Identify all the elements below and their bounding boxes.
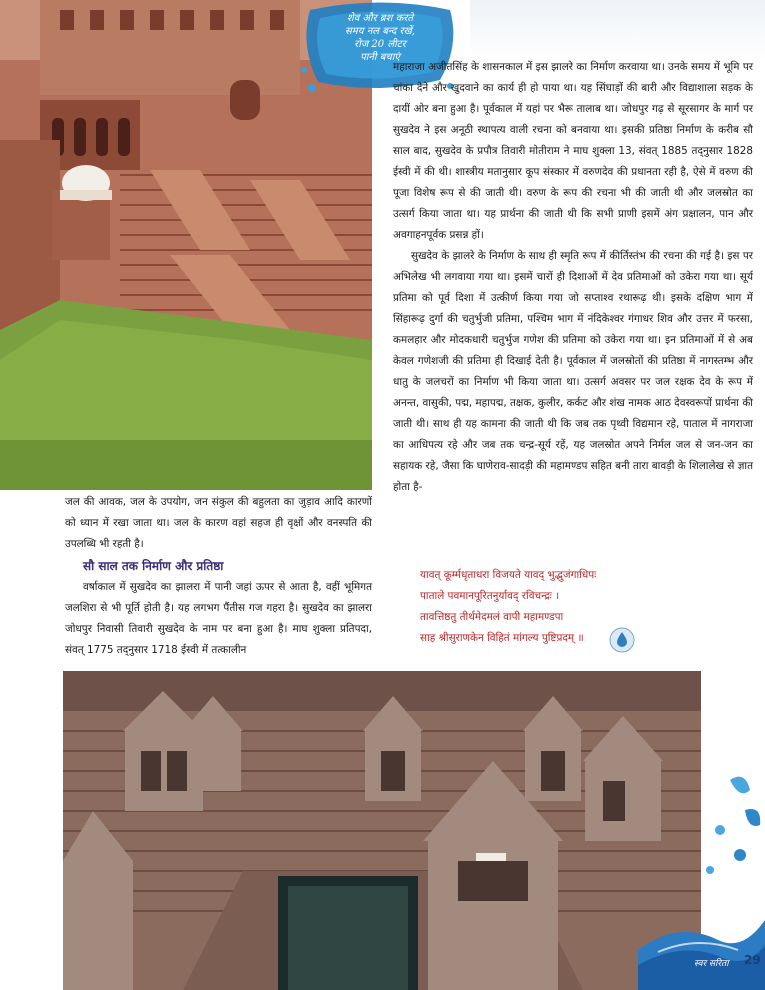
verse-line: पाताले पवमानपूरितनुर्यावद् रविचन्द्रः । bbox=[420, 590, 560, 602]
header-tint bbox=[470, 0, 765, 60]
verse-line: साह श्रीसुराणकेन विहितं मांगल्य पुष्टिप्रदम् ॥ bbox=[420, 632, 584, 644]
left-text-column bbox=[65, 492, 372, 661]
water-splash-decoration bbox=[690, 760, 765, 890]
verse-line: तावत्तिष्ठतु तीर्थमेदमलं वापी महामण्डपा bbox=[420, 611, 564, 623]
water-drop-icon bbox=[609, 627, 635, 653]
water-note-line: समय नल बन्द रखें, bbox=[345, 26, 415, 37]
stepwell-photo-bottom bbox=[63, 671, 701, 990]
right-text-column bbox=[393, 57, 753, 498]
body-paragraph: महाराजा अजीतसिंह के शासनकाल में इस झालरे का निर्माण करवाया था। उनके समय में भूमि पर चांका देने और खुदवाने का कार्य ही हो पाया था। यह सिंघाड़ों की बारी और विद्याशाला सड़क के दायीं ओर बना हुआ है। पूर्वकाल में यहां पर भैरू तालाब था। जोधपुर गढ़ से सूरसागर के मार्ग पर सुखदेव ने इस अनूठी स्थापत्य वाली रचना को बनवाया था। इसकी प्रतिष्ठा निर्माण के करीब सौ साल बाद, सुखदेव के प्रपौत्र तिवारी मोतीराम ने माघ शुक्ला 13, संवत् 1885 तद्नुसार 1828 ईस्वी में की थी। शास्त्रीय मतानुसार कूप संस्कार में वरुणदेव की प्रधानता रही है, ऐसे में वरुण की पूजा विशेष रूप से की जाती थी। वरुण के रूप की रचना भी की जाती थी और जलस्रोत का उत्सर्ग किया जाता था। यह प्रार्थना की जाती थी कि सभी प्राणी इसमें अंग प्रक्षालन, पान और अवगाहनपूर्वक प्रसन्न हों। bbox=[393, 61, 753, 241]
water-note-line: शेव और ब्रश करते bbox=[346, 13, 414, 24]
water-note-line: पानी बचाएं bbox=[360, 52, 400, 63]
page-number: 29 bbox=[744, 953, 761, 967]
body-paragraph: वर्षाकाल में सुखदेव का झालरा में पानी जहां ऊपर से आता है, वहीं भूमिगत जलशिरा से भी पूर्ति होती है। यह लगभग पैंतीस गज गहरा है। सुखदेव का झालरा जोधपुर निवासी तिवारी सुखदेव के नाम पर बना हुआ है। माघ शुक्ला प्रतिपदा, संवत् 1775 तद्नुसार 1718 ईस्वी में तत्कालीन bbox=[65, 581, 372, 656]
section-heading: सौ साल तक निर्माण और प्रतिष्ठा bbox=[83, 559, 224, 573]
verse-line: यावत् कूर्म्मधृताधरा विजयते यावद् भुद्भुजंगाधिपः bbox=[420, 569, 597, 581]
body-paragraph: सुखदेव के झालरे के निर्माण के साथ ही स्मृति रूप में कीर्तिस्तंभ की रचना की गई है। इस पर अभिलेख भी लगवाया गया था। इसमें चारों ही दिशाओं में देव प्रतिमाओं को उकेरा गया था। सूर्य प्रतिमा को पूर्व दिशा में उत्कीर्ण किया गया जो सप्ताश्व रथारूढ़ थी। इसके दक्षिण भाग में सिंहारूढ़ दुर्गा की चतुर्भुजी प्रतिमा, पश्चिम भाग में नंदिकेश्वर गंगाधर शिव और उत्तर में फरसा, कमलहार और मोदकधारी चतुर्भुज गणेश की प्रतिमा को उकेरा गया था। इन प्रतिमाओं में से अब केवल गणेशजी की प्रतिमा ही दिखाई देती है। पूर्वकाल में जलस्रोतों की प्रतिष्ठा में नागस्तम्भ और धातु के जलचरों का निर्माण भी किया जाता था। उत्सर्ग अवसर पर जल रक्षक देव के रूप में अनन्त, वासुकी, पद्म, महापद्म, तक्षक, कुलीर, कर्कट और शंख नामक आठ देवस्वरूपों प्रार्थना की जाती थी। साथ ही यह कामना की जाती थी कि जब तक पृथ्वी विद्यमान रहे, पाताल में नागराजा का आधिपत्य रहे और जब तक चन्द्र-सूर्य रहें, यह जलस्रोत अपने निर्मल जल से जन-जन का सहायक रहे, जैसा कि घाणेराव-सादड़ी की महामण्डप सहित बनी तारा बावड़ी के शिलालेख से ज्ञात होता है- bbox=[393, 250, 753, 493]
water-note-line: रोज 20 लीटर bbox=[354, 39, 406, 50]
sanskrit-verse bbox=[420, 565, 720, 649]
footer-wave-decoration bbox=[638, 880, 765, 990]
magazine-title: स्वर सरिता bbox=[694, 959, 729, 969]
body-paragraph: जल की आवक, जल के उपयोग, जन संकुल की बहुलता का जुड़ाव आदि कारणों को ध्यान में रखा जाता था। जल के कारण वहां सहज ही वृक्षों और वनस्पति की उपलब्धि भी रहती है। bbox=[65, 496, 372, 550]
